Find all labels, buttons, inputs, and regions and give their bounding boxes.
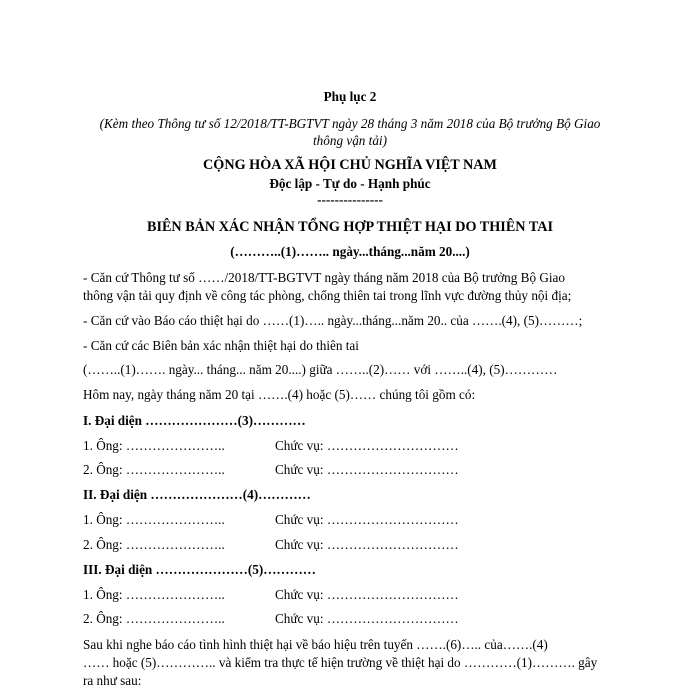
basis-2: - Căn cứ vào Báo cáo thiệt hại do ……(1)….. ngày...tháng...năm 20.. của …….(4), (5)………;	[83, 313, 583, 328]
section-heading: I. Đại diện …………………(3)…………	[83, 413, 306, 428]
meeting-intro: Hôm nay, ngày tháng năm 20 tại …….(4) hoặc (5)…… chúng tôi gồm có:	[83, 387, 476, 402]
basis-1-line1: - Căn cứ Thông tư số ……/2018/TT-BGTVT ngày tháng năm 2018 của Bộ trưởng Bộ Giao	[83, 270, 565, 285]
appendix-note-line1: (Kèm theo Thông tư số 12/2018/TT-BGTVT ngày 28 tháng 3 năm 2018 của Bộ trưởng Bộ Giao	[99, 116, 601, 131]
section-heading: II. Đại diện …………………(4)…………	[83, 487, 311, 502]
basis-3-line1: - Căn cứ các Biên bản xác nhận thiệt hại do thiên tai	[83, 338, 359, 353]
member-role: Chức vụ: …………………………	[275, 438, 459, 453]
member-name: 2. Ông: …………………..	[83, 537, 225, 552]
closing-line1: Sau khi nghe báo cáo tình hình thiệt hại về báo hiệu trên tuyến …….(6)….. của…….(4)	[83, 637, 548, 652]
member-role: Chức vụ: …………………………	[275, 611, 459, 626]
document-title: BIÊN BẢN XÁC NHẬN TỔNG HỢP THIỆT HẠI DO THIÊN TAI	[146, 219, 553, 235]
document-subtitle: (………..(1)…….. ngày...tháng...năm 20....)	[230, 244, 470, 259]
member-name: 1. Ông: …………………..	[83, 438, 225, 453]
basis-3-line2: (……..(1)……. ngày... tháng... năm 20....) giữa ……..(2)…… với ……..(4), (5)…………	[83, 362, 558, 377]
member-role: Chức vụ: …………………………	[275, 587, 459, 602]
member-name: 1. Ông: …………………..	[83, 587, 225, 602]
member-name: 1. Ông: …………………..	[83, 512, 225, 527]
appendix-title: Phụ lục 2	[323, 89, 377, 104]
member-role: Chức vụ: …………………………	[275, 462, 459, 477]
national-motto: Độc lập - Tự do - Hạnh phúc	[269, 176, 431, 191]
basis-1-line2: thông vận tải quy định về công tác phòng, chống thiên tai trong lĩnh vực đường thủy nội địa;	[83, 288, 572, 303]
member-role: Chức vụ: …………………………	[275, 512, 459, 527]
member-name: 2. Ông: …………………..	[83, 462, 225, 477]
member-name: 2. Ông: …………………..	[83, 611, 225, 626]
header-divider: ---------------	[317, 192, 383, 207]
closing-line2: …… hoặc (5)………….. và kiểm tra thực tế hiện trường về thiệt hại do …………(1)………. gây	[83, 655, 598, 670]
closing-line3: ra như sau:	[83, 673, 142, 688]
country-name: CỘNG HÒA XÃ HỘI CHỦ NGHĨA VIỆT NAM	[203, 157, 497, 173]
section-heading: III. Đại diện …………………(5)…………	[83, 562, 316, 577]
member-role: Chức vụ: …………………………	[275, 537, 459, 552]
appendix-note-line2: thông vận tải)	[313, 133, 387, 148]
